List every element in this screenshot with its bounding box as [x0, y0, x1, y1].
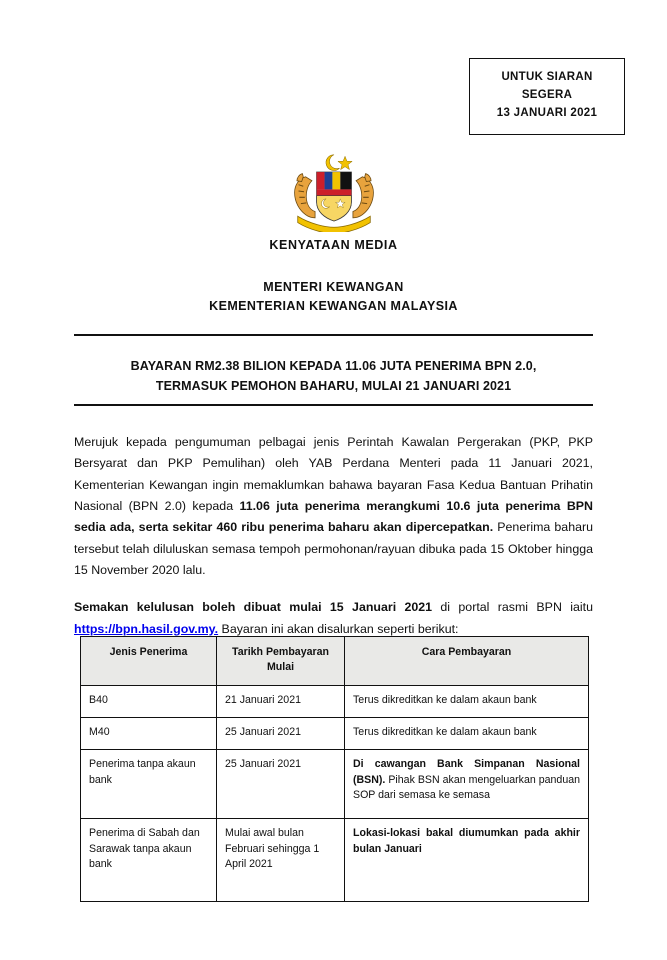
paragraph-2-part-b: di portal rasmi BPN iaitu: [432, 600, 593, 615]
table-row: [81, 819, 589, 902]
media-statement-label: KENYATAAN MEDIA: [269, 238, 398, 252]
divider-top: [74, 334, 593, 336]
paragraph-2-bold: Semakan kelulusan boleh dibuat mulai 15 Januari 2021: [74, 600, 433, 615]
bpn-portal-link[interactable]: https://bpn.hasil.gov.my.: [74, 621, 219, 636]
cell-recipient-type: Penerima tanpa akaun bank: [81, 750, 217, 819]
table-header-row: [81, 637, 589, 686]
cell-payment-date: 25 Januari 2021: [217, 750, 345, 819]
divider-bottom: [74, 404, 593, 406]
cell-payment-date: 25 Januari 2021: [217, 718, 345, 750]
column-header-payment-method: Cara Pembayaran: [345, 637, 589, 686]
cell-payment-date: 21 Januari 2021: [217, 685, 345, 717]
cell-recipient-type: M40: [81, 718, 217, 750]
table-row: [81, 685, 589, 717]
cell-payment-method-text: Pihak BSN akan mengeluarkan panduan SOP dari semasa ke semasa: [353, 773, 580, 802]
release-stamp-line-1: UNTUK SIARAN: [501, 71, 593, 83]
column-header-payment-date: Tarikh Pembayaran Mulai: [217, 637, 345, 686]
paragraph-1-part-c: Penerima baharu tersebut telah diluluskan semasa tempoh permohonan/rayuan dibuka pada 15 Oktober hingga 15 November 2020 lalu.: [74, 520, 593, 577]
cell-recipient-type: B40: [81, 685, 217, 717]
cell-payment-method: [345, 750, 589, 819]
page-title: [74, 356, 593, 397]
payment-table: [80, 636, 589, 902]
cell-payment-date: Mulai awal bulan Februari sehingga 1 April 2021: [217, 819, 345, 902]
cell-payment-method-text: Terus dikreditkan ke dalam akaun bank: [353, 693, 537, 706]
paragraph-1-part-a: Merujuk kepada pengumuman pelbagai jenis Perintah Kawalan Pergerakan (PKP, PKP Bersyarat dan PKP Pemulihan) oleh YAB Perdana Menteri pada 11 Januari 2021, Kementerian Kewangan ingin memaklumkan bahawa bayaran Fasa Kedua Bantuan Prihatin Nasional (BPN 2.0) kepada: [74, 435, 593, 513]
payment-table-container: [80, 636, 588, 902]
cell-recipient-type: Penerima di Sabah dan Sarawak tanpa akaun bank: [81, 819, 217, 902]
cell-payment-method: [345, 685, 589, 717]
cell-payment-method-text: Terus dikreditkan ke dalam akaun bank: [353, 726, 537, 739]
cell-payment-method-bold: Lokasi-lokasi bakal diumumkan pada akhir bulan Januari: [353, 827, 580, 855]
paragraph-1-highlight: 11.06 juta penerima merangkumi 10.6 juta penerima BPN sedia ada, serta sekitar 460 ribu penerima baharu akan dipercepatkan.: [74, 498, 593, 535]
release-stamp-line-2: SEGERA: [521, 88, 573, 101]
document-heading: [0, 238, 667, 316]
release-stamp-date: 13 JANUARI 2021: [496, 106, 598, 119]
crest-container: [0, 150, 667, 232]
cell-payment-method: [345, 718, 589, 750]
paragraph-2-part-c: Bayaran ini akan disalurkan seperti berikut:: [218, 621, 459, 636]
table-row: [81, 750, 589, 819]
page-title-line-2: TERMASUK PEMOHON BAHARU, MULAI 21 JANUARI 2021: [155, 379, 512, 394]
paragraph-1: [74, 432, 593, 581]
ministry-label: KEMENTERIAN KEWANGAN MALAYSIA: [209, 298, 458, 313]
table-row: [81, 718, 589, 750]
malaysia-coat-of-arms-icon: [278, 150, 390, 232]
cell-payment-method: [345, 819, 589, 902]
minister-label: MENTERI KEWANGAN: [263, 280, 404, 294]
cell-payment-method-bold: Di cawangan Bank Simpanan Nasional (BSN).: [353, 758, 580, 786]
column-header-recipient-type: Jenis Penerima: [81, 637, 217, 686]
release-stamp-box: [469, 58, 625, 135]
paragraph-2: [74, 597, 593, 640]
body-content: [74, 432, 593, 656]
page-title-line-1: BAYARAN RM2.38 BILION KEPADA 11.06 JUTA PENERIMA BPN 2.0,: [130, 359, 537, 373]
